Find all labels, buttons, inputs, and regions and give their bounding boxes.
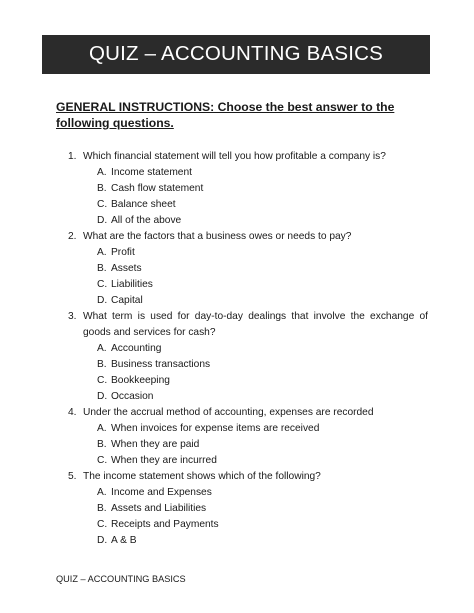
- question-2-option-c: [97, 277, 153, 293]
- option-text: Bookkeeping: [111, 375, 170, 386]
- question-5-option-b: [97, 501, 206, 517]
- question-1-option-b: [97, 181, 203, 197]
- question-3-option-d: [97, 389, 153, 405]
- general-instructions: GENERAL INSTRUCTIONS: Choose the best answer to the following questions.: [56, 100, 395, 130]
- option-letter: A.: [97, 487, 107, 498]
- question-1: [68, 149, 428, 165]
- question-3-option-a: [97, 341, 161, 357]
- option-letter: B.: [97, 263, 107, 274]
- option-letter: D.: [97, 215, 108, 226]
- option-letter: C.: [97, 455, 108, 466]
- question-4-option-b: [97, 437, 199, 453]
- option-text: When they are incurred: [111, 455, 217, 466]
- question-2-option-b: [97, 261, 142, 277]
- option-letter: C.: [97, 279, 108, 290]
- option-text: Business transactions: [111, 359, 211, 370]
- option-text: When they are paid: [111, 439, 200, 450]
- option-text: Balance sheet: [111, 199, 176, 210]
- question-text: Under the accrual method of accounting, expenses are recorded: [83, 407, 374, 418]
- option-letter: B.: [97, 183, 107, 194]
- title-banner: [42, 35, 430, 74]
- question-3-option-c: [97, 373, 170, 389]
- page-title: QUIZ – ACCOUNTING BASICS: [88, 42, 384, 66]
- question-1-option-c: [97, 197, 176, 213]
- option-letter: A.: [97, 167, 107, 178]
- question-number: 2.: [68, 231, 77, 242]
- question-4-option-a: [97, 421, 319, 437]
- option-letter: A.: [97, 343, 107, 354]
- option-text: Assets: [111, 263, 142, 274]
- option-letter: C.: [97, 519, 108, 530]
- option-letter: A.: [97, 423, 107, 434]
- question-4: [68, 405, 428, 421]
- question-1-option-a: [97, 165, 192, 181]
- option-letter: A.: [97, 247, 107, 258]
- question-2-option-a: [97, 245, 135, 261]
- option-letter: B.: [97, 503, 107, 514]
- option-letter: C.: [97, 375, 108, 386]
- question-5-option-d: [97, 533, 136, 549]
- option-text: All of the above: [111, 215, 182, 226]
- option-text: Accounting: [111, 343, 162, 354]
- option-text: Cash flow statement: [111, 183, 204, 194]
- question-4-option-c: [97, 453, 217, 469]
- question-3-option-b: [97, 357, 210, 373]
- question-5-option-a: [97, 485, 212, 501]
- option-letter: B.: [97, 439, 107, 450]
- option-text: When invoices for expense items are received: [111, 423, 320, 434]
- question-2: [68, 229, 428, 245]
- question-2-option-d: [97, 293, 143, 309]
- option-text: Receipts and Payments: [111, 519, 219, 530]
- option-letter: C.: [97, 199, 108, 210]
- question-number: 3.: [68, 311, 77, 322]
- option-text: Occasion: [111, 391, 154, 402]
- question-5-option-c: [97, 517, 219, 533]
- option-text: Income statement: [111, 167, 192, 178]
- question-number: 5.: [68, 471, 77, 482]
- question-number: 4.: [68, 407, 77, 418]
- option-letter: B.: [97, 359, 107, 370]
- question-text: What are the factors that a business owes or needs to pay?: [83, 231, 352, 242]
- option-text: Profit: [111, 247, 135, 258]
- question-number: 1.: [68, 151, 77, 162]
- question-text: Which financial statement will tell you how profitable a company is?: [83, 151, 386, 162]
- option-text: Liabilities: [111, 279, 153, 290]
- option-text: Capital: [111, 295, 143, 306]
- option-text: A & B: [111, 535, 137, 546]
- option-text: Assets and Liabilities: [111, 503, 207, 514]
- question-text: The income statement shows which of the following?: [83, 471, 321, 482]
- page-footer: QUIZ – ACCOUNTING BASICS: [56, 574, 186, 584]
- option-letter: D.: [97, 295, 108, 306]
- option-text: Income and Expenses: [111, 487, 212, 498]
- question-3: [68, 309, 428, 341]
- option-letter: D.: [97, 391, 108, 402]
- question-text: What term is used for day-to-day dealings that involve the exchange of goods and services for cash?: [83, 311, 428, 338]
- option-letter: D.: [97, 535, 108, 546]
- question-1-option-d: [97, 213, 181, 229]
- question-5: [68, 469, 428, 485]
